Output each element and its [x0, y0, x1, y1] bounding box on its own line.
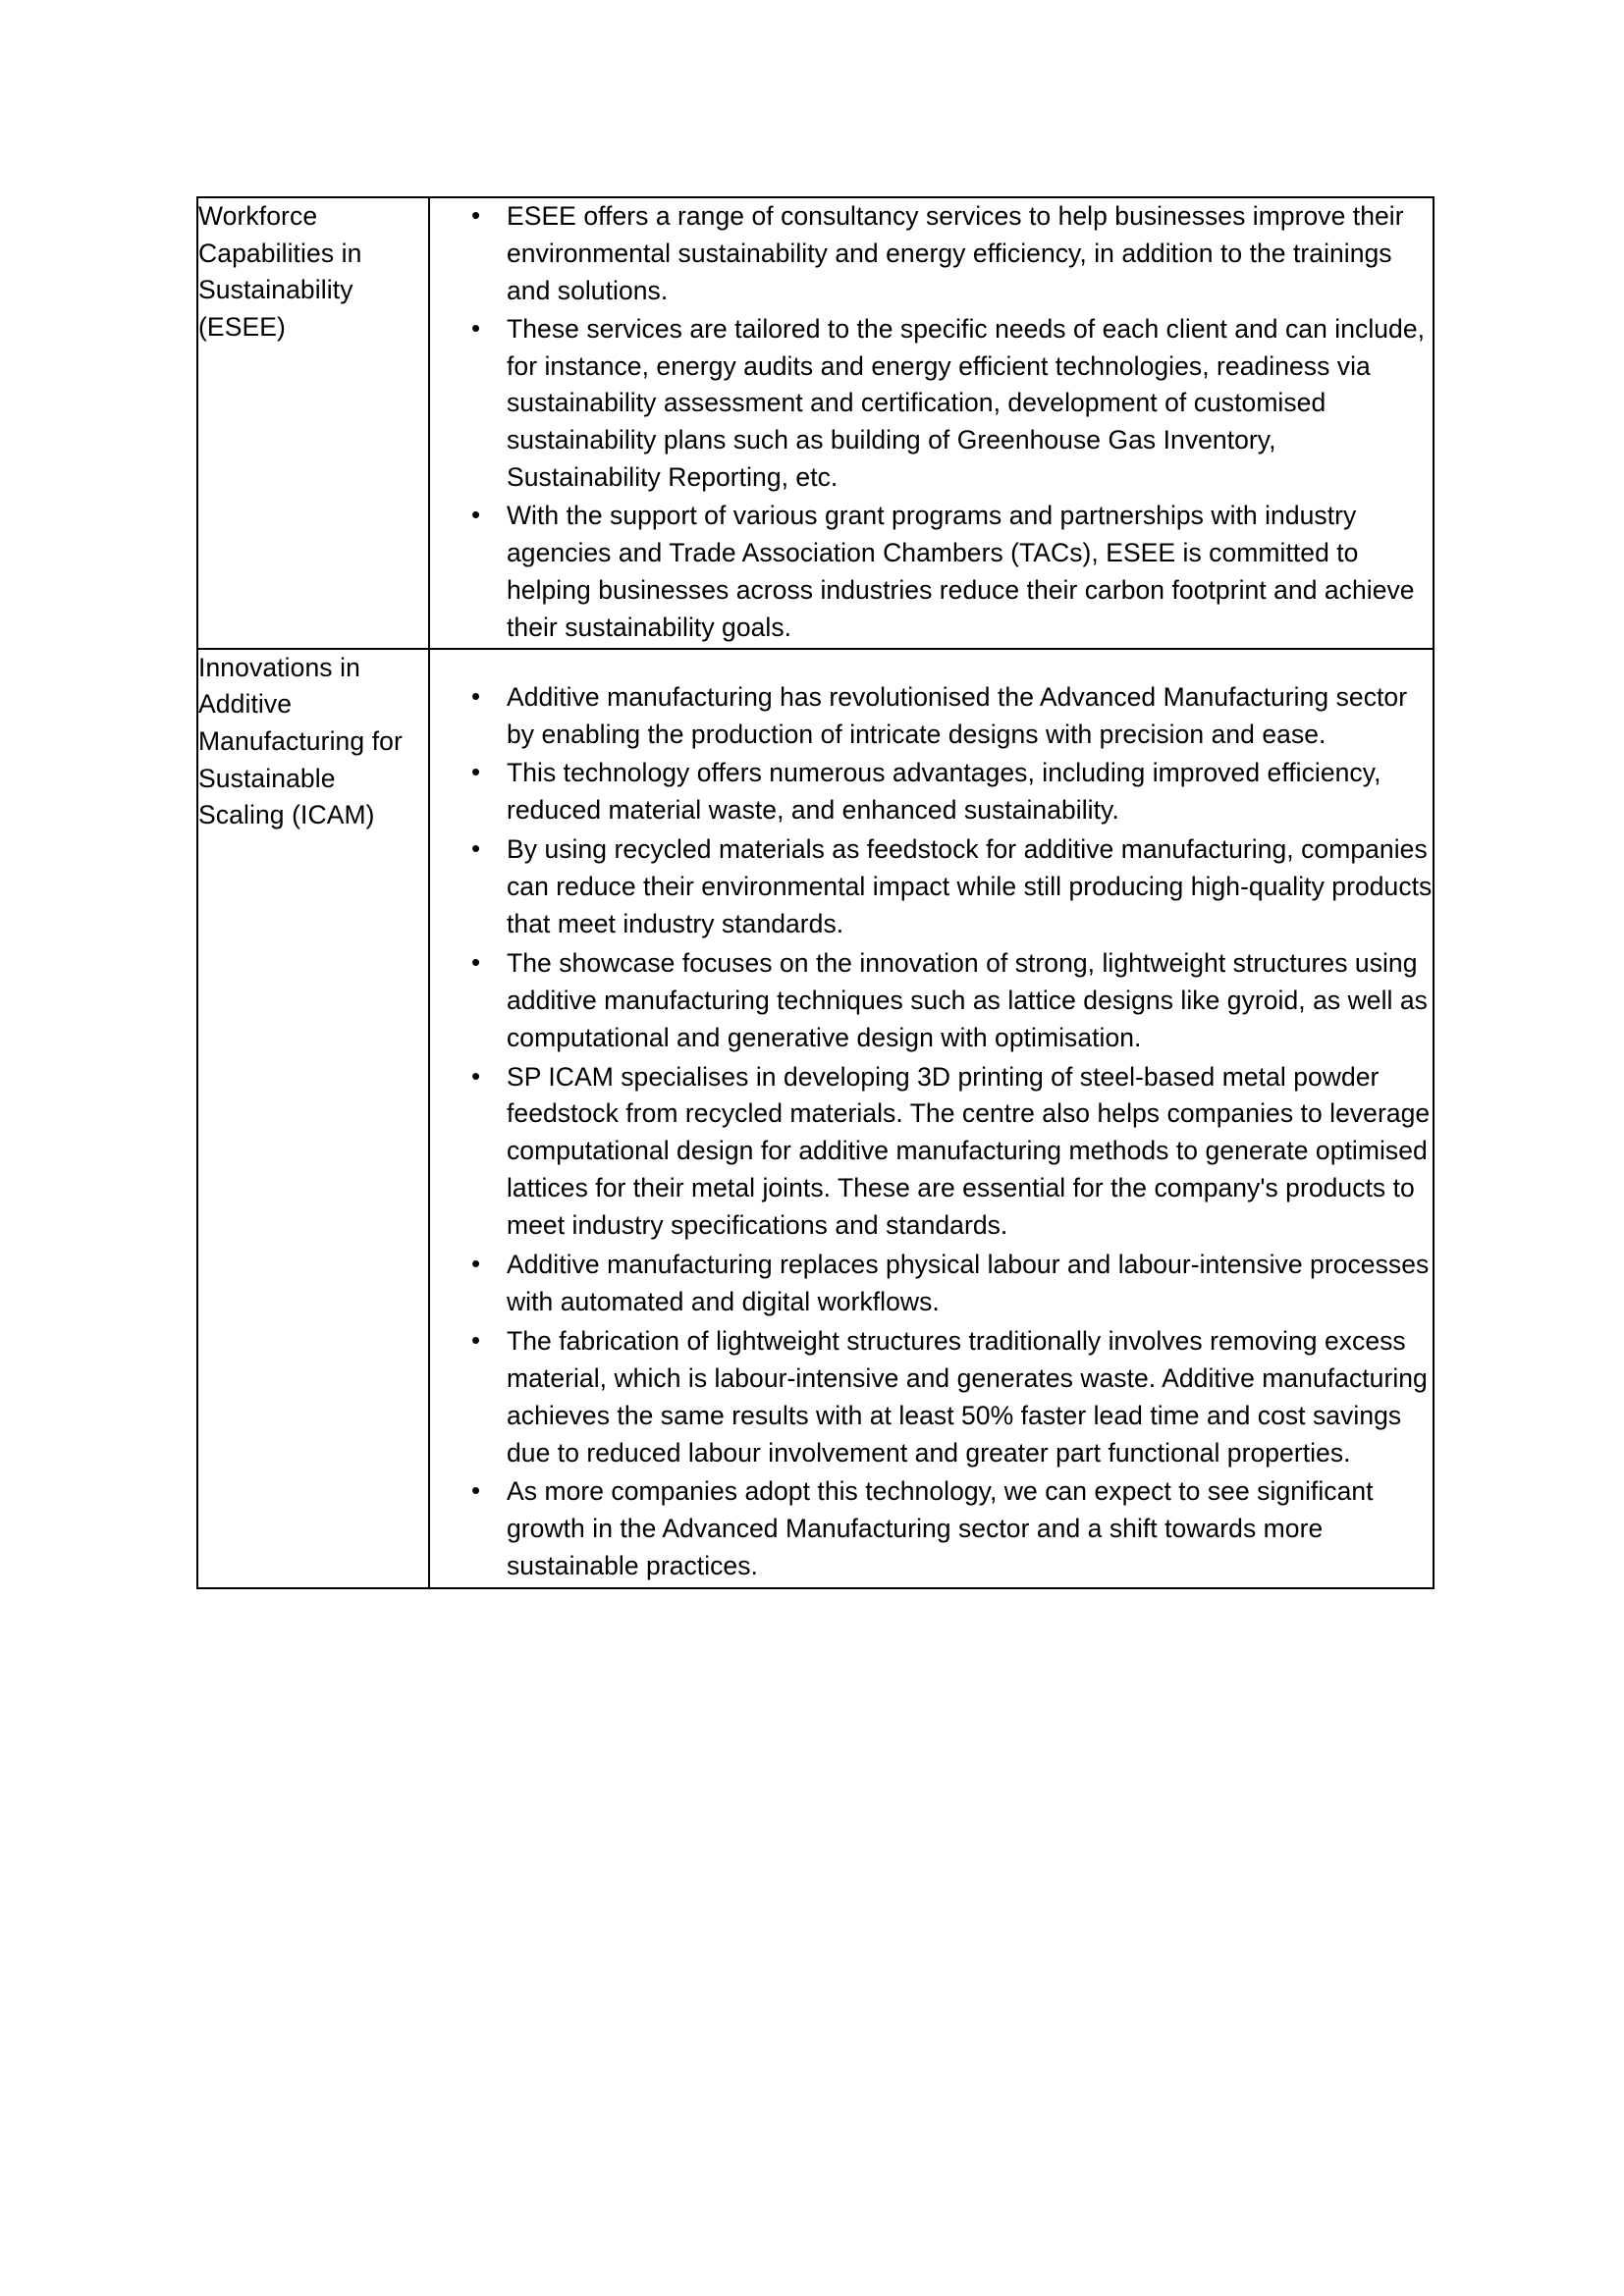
table-cell-content [429, 197, 1434, 649]
table-cell-label [197, 197, 429, 649]
content-table [196, 196, 1435, 1589]
bullet-icon: • [471, 312, 481, 343]
list-item-text: Additive manufacturing has revolutionised the Advanced Manufacturing sector by enabling the production of intricate designs with precision and ease. [507, 681, 1408, 749]
list-item-text: ESEE offers a range of consultancy services to help businesses improve their environmental sustainability and energy efficiency, in addition to the trainings and solutions. [507, 201, 1404, 305]
row-label-esee: Workforce Capabilities in Sustainability (ESEE) [198, 201, 362, 342]
bullet-icon: • [471, 680, 481, 711]
list-item [430, 755, 1433, 829]
bullet-icon: • [471, 500, 481, 530]
bullet-icon: • [471, 833, 481, 864]
row-label-icam: Innovations in Additive Manufacturing for Sustainable Scaling (ICAM) [198, 652, 403, 830]
bullet-icon: • [471, 946, 481, 977]
bullet-icon: • [471, 200, 481, 230]
list-item-text: By using recycled materials as feedstock for additive manufacturing, companies can reduce their environmental impact while still producing high-quality products that meet industry standards. [507, 834, 1433, 939]
list-item [430, 311, 1433, 497]
list-item [430, 198, 1433, 310]
list-item-text: As more companies adopt this technology, we can expect to see significant growth in the Advanced Manufacturing sector and a shift towards more sustainable practices. [507, 1476, 1374, 1581]
list-item [430, 1059, 1433, 1245]
list-item-text: These services are tailored to the specific needs of each client and can include, for instance, energy audits and energy efficient technologies, readiness via sustainability assessment and certification, development of customised sustainability plans such as building of Greenhouse Gas Inventory, Sustainability Reporting, etc. [507, 313, 1426, 493]
bullet-icon: • [471, 1060, 481, 1091]
list-item-text: Additive manufacturing replaces physical labour and labour-intensive processes with automated and digital workflows. [507, 1250, 1430, 1316]
table-row [197, 197, 1434, 649]
list-item [430, 831, 1433, 943]
list-item [430, 945, 1433, 1057]
bullet-icon: • [471, 757, 481, 787]
table-cell-content [429, 649, 1434, 1588]
bullet-list-esee [430, 198, 1433, 647]
list-item [430, 1323, 1433, 1472]
table-cell-label [197, 649, 429, 1588]
bullet-icon: • [471, 1324, 481, 1355]
list-item [430, 679, 1433, 754]
list-item-text: SP ICAM specialises in developing 3D printing of steel-based metal powder feedstock from recycled materials. The centre also helps companies to leverage computational design for additive manufacturing methods to generate optimised lattices for their metal joints. These are essential for the company's products to meet industry specifications and standards. [507, 1061, 1431, 1241]
list-item-text: With the support of various grant programs and partnerships with industry agencies and Trade Association Chambers (TACs), ESEE is committed to helping businesses across industries reduce their carbon footprint and achieve their sustainability goals. [507, 501, 1415, 642]
list-item [430, 1247, 1433, 1321]
list-item-text: The fabrication of lightweight structures traditionally involves removing excess material, which is labour-intensive and generates waste. Additive manufacturing achieves the same results with at least 50% faster lead time and cost savings due to reduced labour involvement and greater part functional properties. [507, 1325, 1428, 1468]
bullet-list-icam [430, 650, 1433, 1585]
bullet-icon: • [471, 1475, 481, 1506]
list-item [430, 498, 1433, 647]
list-item-text: The showcase focuses on the innovation of strong, lightweight structures using additive manufacturing techniques such as lattice designs like gyroid, as well as computational and generative design with optimisation. [507, 947, 1428, 1052]
list-item [430, 1473, 1433, 1585]
bullet-icon: • [471, 1249, 481, 1279]
list-item-text: This technology offers numerous advantages, including improved efficiency, reduced material waste, and enhanced sustainability. [507, 758, 1381, 826]
table-row [197, 649, 1434, 1588]
